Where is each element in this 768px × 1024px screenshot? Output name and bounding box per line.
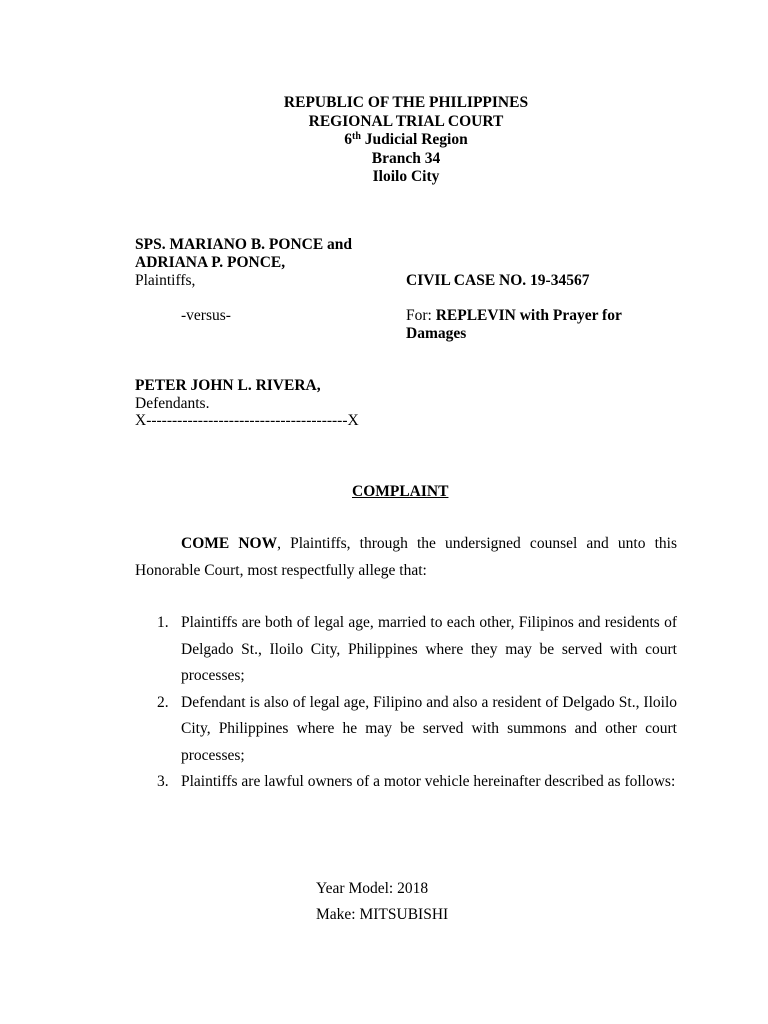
court-header bbox=[0, 94, 768, 187]
allegation-text: Plaintiffs are both of legal age, married to each other, Filipinos and residents of Delgado St., Iloilo City, Philippines where they may be served with court processes; bbox=[181, 614, 677, 684]
list-item bbox=[135, 769, 677, 796]
vehicle-make: Make: MITSUBISHI bbox=[316, 906, 449, 923]
allegation-text: Defendant is also of legal age, Filipino and also a resident of Delgado St., Iloilo City, Philippines where he may be served with summons and other court processes; bbox=[181, 693, 677, 764]
case-number: CIVIL CASE NO. 19-34567 bbox=[406, 272, 590, 289]
vehicle-specs bbox=[316, 876, 448, 928]
intro-text: , Plaintiffs, through the undersigned counsel and unto this Honorable Court, most respectfully allege that: bbox=[135, 535, 677, 579]
header-region bbox=[0, 131, 768, 150]
header-branch: Branch 34 bbox=[371, 149, 441, 167]
caption-separator: X---------------------------------------X bbox=[135, 412, 359, 429]
intro-lead: COME NOW bbox=[181, 535, 278, 552]
plaintiffs-name-line2: ADRIANA P. PONCE, bbox=[135, 254, 286, 271]
header-region-text: Judicial Region bbox=[360, 131, 468, 148]
header-republic: REPUBLIC OF THE PHILIPPINES bbox=[283, 94, 529, 111]
allegation-number: 2. bbox=[157, 693, 169, 711]
allegation-number: 1. bbox=[157, 614, 169, 631]
versus-label: -versus- bbox=[181, 307, 231, 324]
defendant-role: Defendants. bbox=[135, 395, 210, 412]
header-court: REGIONAL TRIAL COURT bbox=[308, 112, 504, 130]
for-label: For: bbox=[406, 307, 436, 324]
plaintiffs-name-line1: SPS. MARIANO B. PONCE and bbox=[135, 236, 353, 253]
header-region-suffix: th bbox=[352, 131, 361, 142]
list-item bbox=[135, 610, 677, 690]
allegations-list bbox=[135, 610, 677, 796]
defendant-name: PETER JOHN L. RIVERA, bbox=[135, 377, 321, 394]
allegation-text: Plaintiffs are lawful owners of a motor vehicle hereinafter described as follows: bbox=[181, 773, 676, 790]
case-nature-line2: Damages bbox=[406, 325, 467, 342]
document-title: COMPLAINT bbox=[352, 483, 449, 500]
header-city: Iloilo City bbox=[372, 168, 440, 185]
plaintiffs-role: Plaintiffs, bbox=[135, 272, 196, 289]
allegation-number: 3. bbox=[157, 773, 169, 790]
intro-paragraph bbox=[135, 531, 677, 584]
list-item bbox=[135, 690, 677, 770]
case-nature-line1: REPLEVIN with Prayer for bbox=[435, 307, 622, 324]
case-nature bbox=[406, 307, 622, 325]
vehicle-year-model: Year Model: 2018 bbox=[316, 880, 429, 897]
header-region-number: 6 bbox=[344, 131, 353, 148]
